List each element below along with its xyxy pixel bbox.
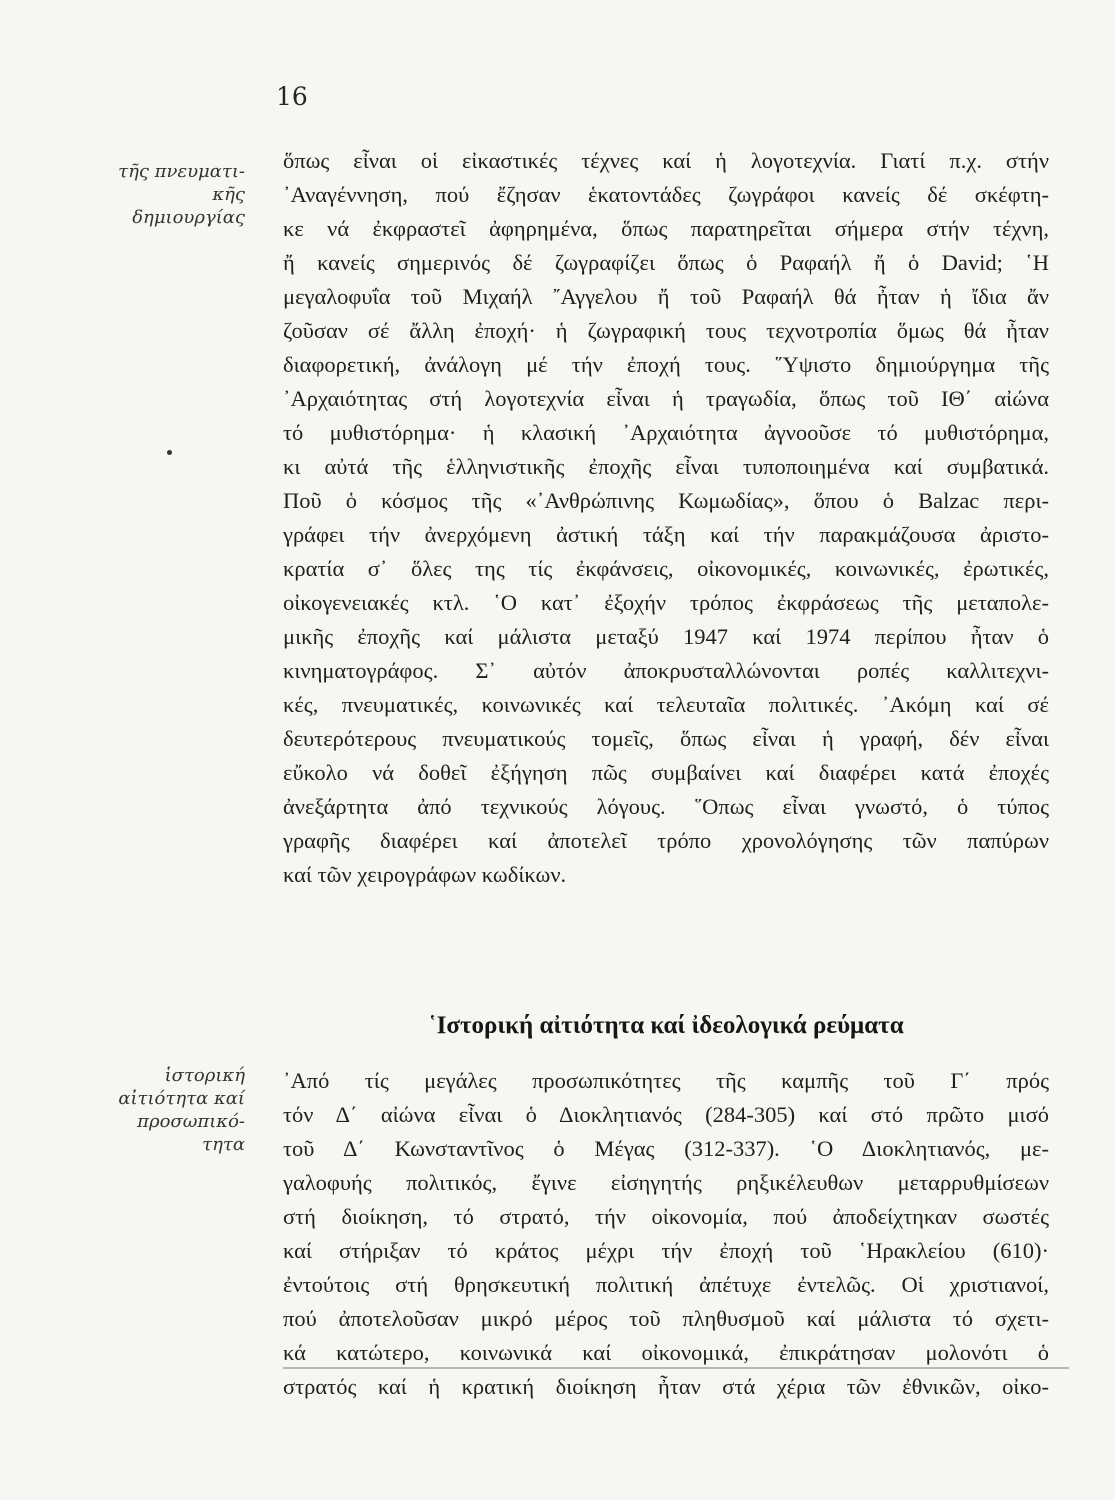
text-line: ἀνεξάρτητα ἀπό τεχνικούς λόγους. ῞Οπως εἶναι γνωστό, ὁ τύπος [283,794,1049,819]
text-line: κά κατώτερο, κοινωνικά καί οἰκονομικά, ἐπικράτησαν μολονότι ὁ [283,1340,1049,1365]
text-line: ᾽Από τίς μεγάλες προσωπικότητες τῆς καμπῆς τοῦ Γ΄ πρός [283,1068,1049,1093]
text-line: καί στήριξαν τό κράτος μέχρι τήν ἐποχή τοῦ ῾Ηρακλείου (610)· [283,1238,1049,1263]
margin-note-causality [95,1064,245,1156]
text-line: ᾽Αρχαιότητας στή λογοτεχνία εἶναι ἡ τραγωδία, ὅπως τοῦ ΙΘ΄ αἰώνα [283,386,1049,411]
text-line: κε νά ἐκφραστεῖ ἀφηρημένα, ὅπως παρατηρεῖται σήμερα στήν τέχνη, [283,216,1049,241]
section-heading: ῾Ιστορική αἰτιότητα καί ἰδεολογικά ρεύματα [428,1012,904,1039]
text-line: στρατός καί ἡ κρατική διοίκηση ἦταν στά χέρια τῶν ἐθνικῶν, οἰκο- [283,1374,1049,1399]
margin-note-line: ἱστορική [164,1065,245,1086]
text-line: κρατία σ᾽ ὅλες της τίς ἐκφάνσεις, οἰκονομικές, κοινωνικές, ἐρωτικές, [283,556,1049,581]
margin-note-creative [95,160,245,229]
text-line: οἰκογενειακές κτλ. ῾Ο κατ᾽ ἐξοχήν τρόπος ἐκφράσεως τῆς μεταπολε- [283,590,1049,615]
page-number: 16 [276,82,308,111]
text-line: τόν Δ΄ αἰώνα εἶναι ὁ Διοκλητιανός (284-305) καί στό πρῶτο μισό [283,1102,1049,1127]
text-line: κές, πνευματικές, κοινωνικές καί τελευταῖα πολιτικές. ᾽Ακόμη καί σέ [283,692,1049,717]
stray-mark [167,450,172,455]
text-line: μεγαλοφυΐα τοῦ Μιχαήλ ῎Αγγελου ἤ τοῦ Ραφαήλ θά ἦταν ἡ ἴδια ἄν [283,284,1049,309]
margin-note-line: προσωπικό- [137,1111,245,1132]
text-line: δευτερότερους πνευματικούς τομεῖς, ὅπως εἶναι ἡ γραφή, δέν εἶναι [283,726,1049,751]
text-line: καί τῶν χειρογράφων κωδίκων. [283,862,567,887]
text-line: τό μυθιστόρημα· ἡ κλασική ᾽Αρχαιότητα ἀγνοοῦσε τό μυθιστόρημα, [283,420,1049,445]
text-line: ζοῦσαν σέ ἄλλη ἐποχή· ἡ ζωγραφική τους τεχνοτροπία ὅμως θά ἦταν [283,318,1049,343]
text-line: γαλοφυής πολιτικός, ἔγινε εἰσηγητής ρηξικέλευθων μεταρρυθμίσεων [283,1170,1049,1195]
margin-note-line: κῆς [212,184,245,205]
text-line: ἤ κανείς σημερινός δέ ζωγραφίζει ὅπως ὁ Ραφαήλ ἤ ὁ David; ῾Η [283,250,1049,275]
text-line: κινηματογράφος. Σ᾽ αὐτόν ἀποκρυσταλλώνονται ροπές καλλιτεχνι- [283,658,1049,683]
margin-note-line: τῆς πνευματι- [118,161,245,182]
text-line: εὔκολο νά δοθεῖ ἐξήγηση πῶς συμβαίνει καί διαφέρει κατά ἐποχές [283,760,1049,785]
text-line: ᾽Αναγέννηση, πού ἔζησαν ἑκατοντάδες ζωγράφοι κανείς δέ σκέφτη- [283,182,1049,207]
margin-note-line: αἰτιότητα καί [118,1088,245,1109]
text-line: στή διοίκηση, τό στρατό, τήν οἰκονομία, πού ἀποδείχτηκαν σωστές [283,1204,1049,1229]
text-line: ὅπως εἶναι οἱ εἰκαστικές τέχνες καί ἡ λογοτεχνία. Γιατί π.χ. στήν [283,148,1049,173]
bleed-through-rule [283,1367,1069,1369]
text-line: Ποῦ ὁ κόσμος τῆς «᾽Ανθρώπινης Κωμωδίας», ὅπου ὁ Balzac περι- [283,488,1049,513]
text-line: διαφορετική, ἀνάλογη μέ τήν ἐποχή τους. ῞Υψιστο δημιούργημα τῆς [283,352,1049,377]
margin-note-line: τητα [202,1134,245,1155]
text-line: κι αὐτά τῆς ἑλληνιστικῆς ἐποχῆς εἶναι τυποποιημένα καί συμβατικά. [283,454,1049,479]
paragraph-2 [283,1064,1049,1404]
paragraph-1 [283,144,1049,892]
text-line: γραφῆς διαφέρει καί ἀποτελεῖ τρόπο χρονολόγησης τῶν παπύρων [283,828,1049,853]
text-line: γράφει τήν ἀνερχόμενη ἀστική τάξη καί τήν παρακμάζουσα ἀριστο- [283,522,1049,547]
text-line: μικῆς ἐποχῆς καί μάλιστα μεταξύ 1947 καί 1974 περίπου ἦταν ὁ [283,624,1049,649]
margin-note-line: δημιουργίας [132,207,245,228]
text-line: πού ἀποτελοῦσαν μικρό μέρος τοῦ πληθυσμοῦ καί μάλιστα τό σχετι- [283,1306,1049,1331]
text-line: ἐντούτοις στή θρησκευτική πολιτική ἀπέτυχε ἐντελῶς. Οἱ χριστιανοί, [283,1272,1049,1297]
text-line: τοῦ Δ΄ Κωνσταντῖνος ὁ Μέγας (312-337). ῾Ο Διοκλητιανός, με- [283,1136,1049,1161]
